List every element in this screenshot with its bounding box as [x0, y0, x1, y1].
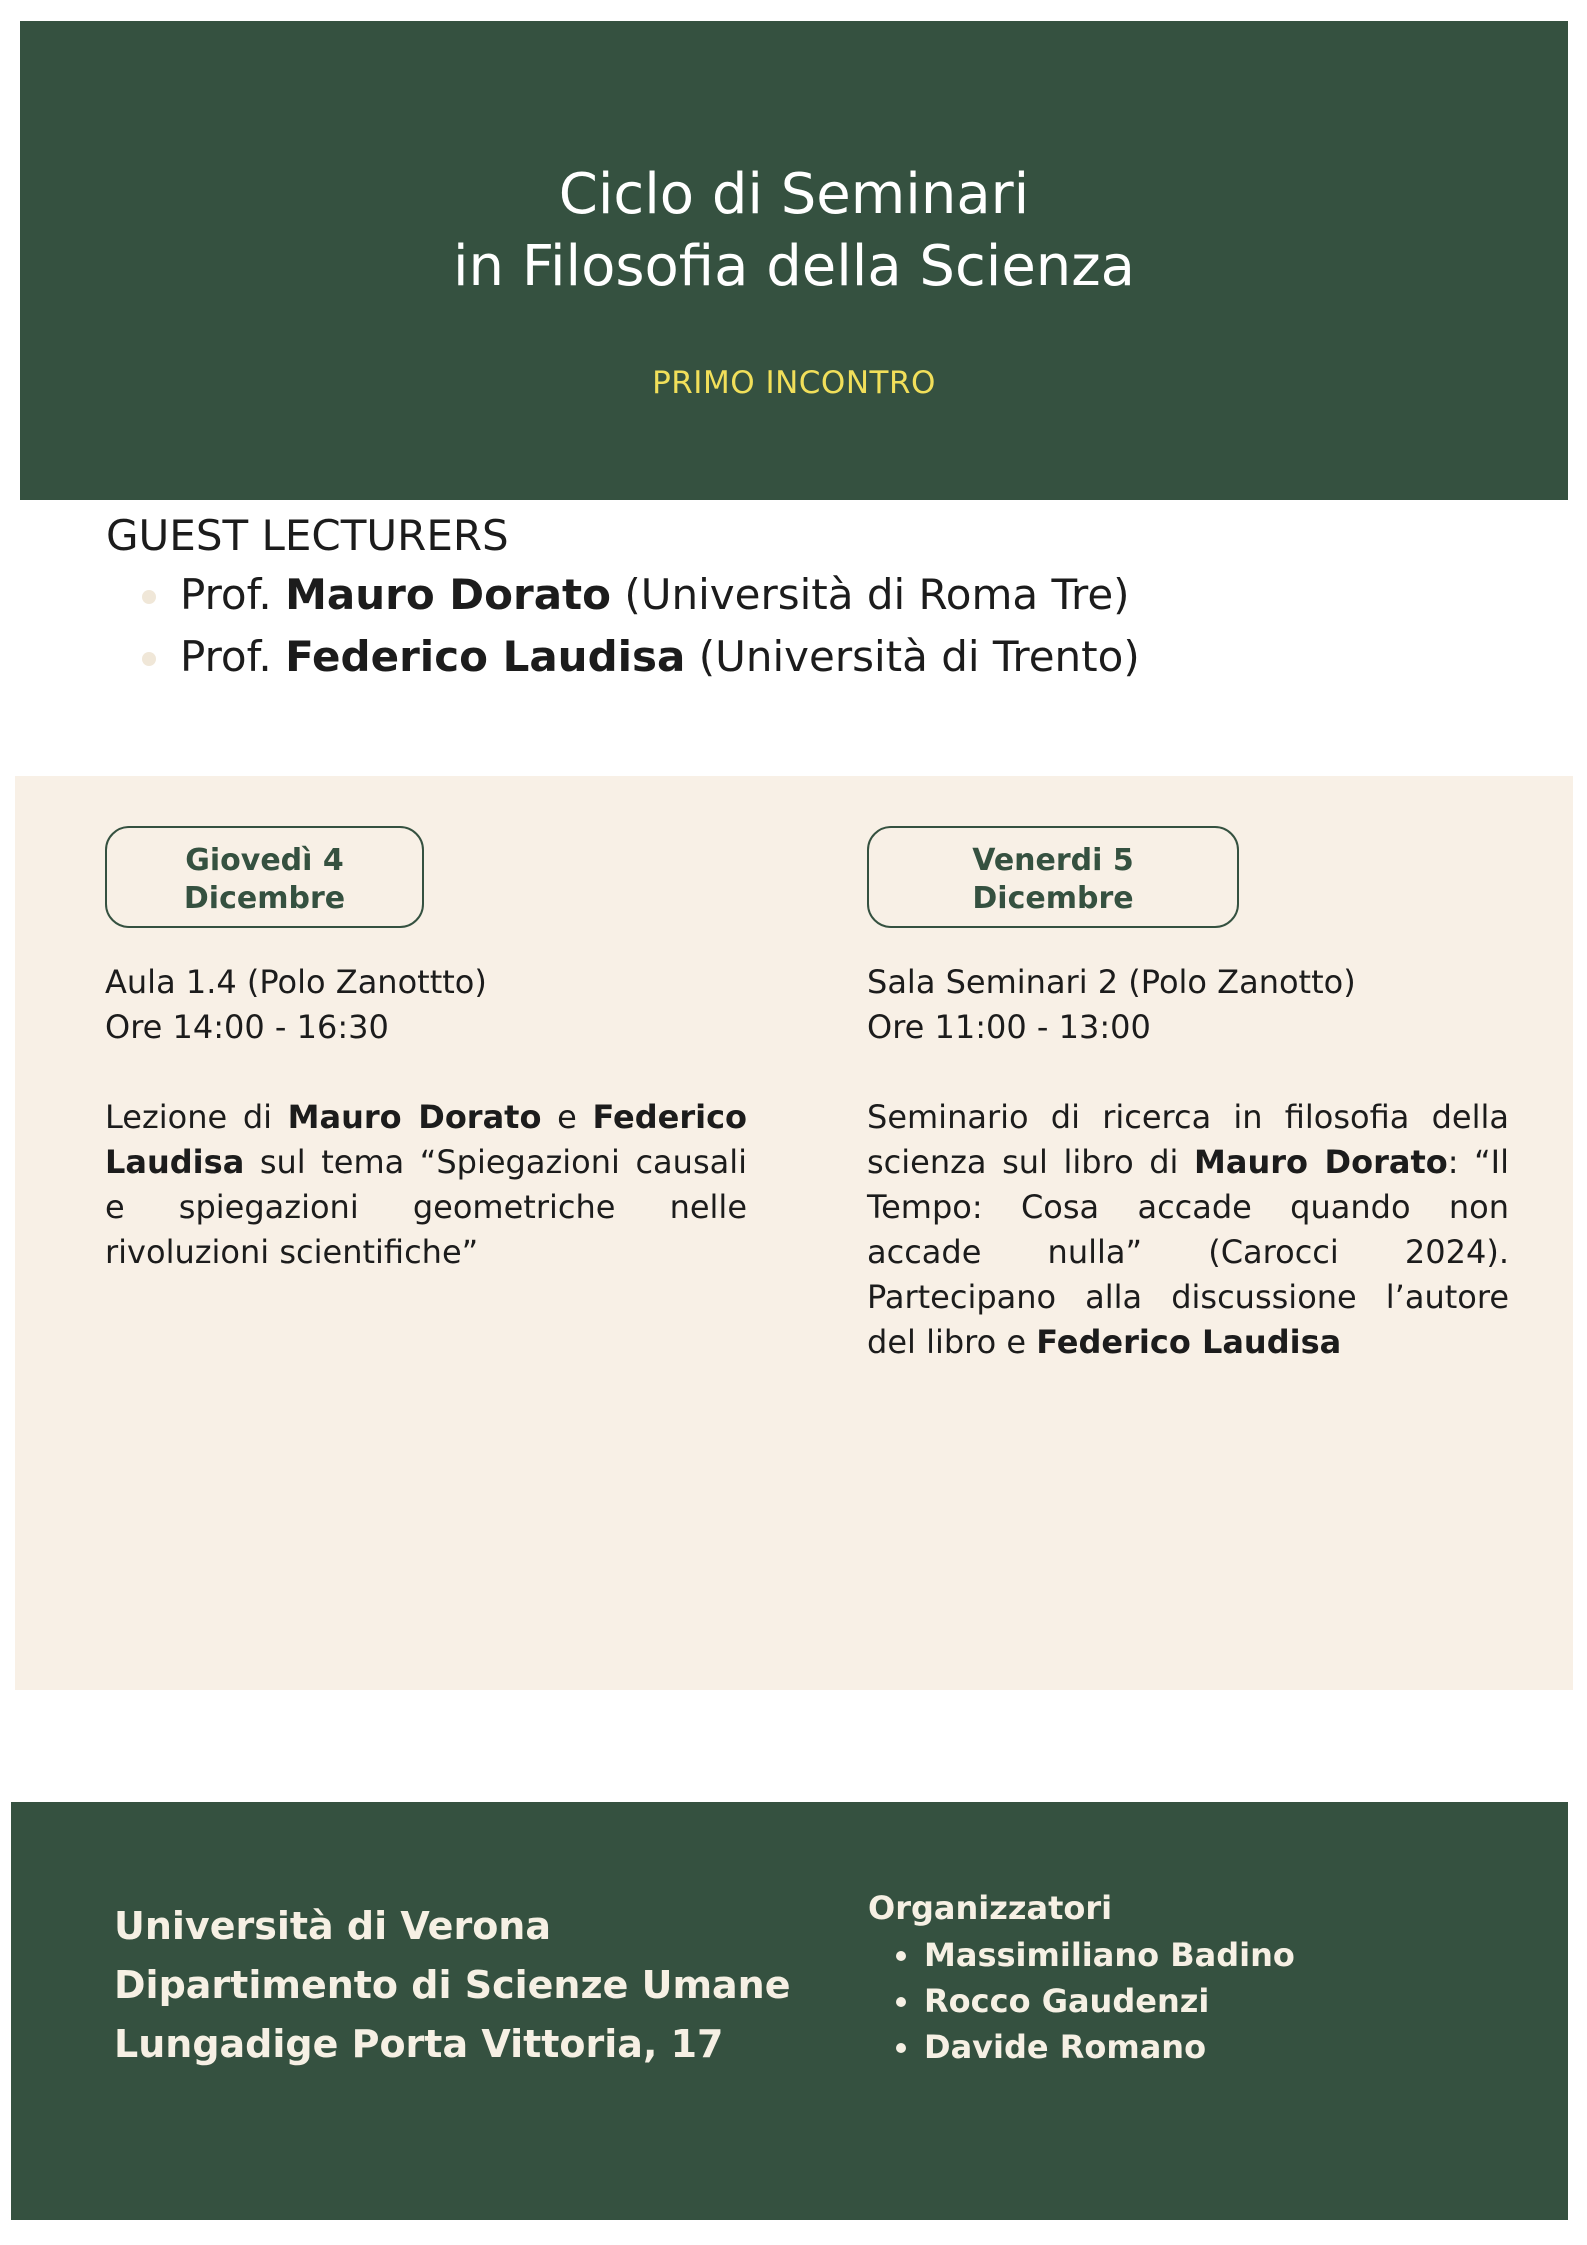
date-badge — [105, 826, 424, 928]
date-day: Venerdi 5 — [972, 843, 1134, 878]
bullet-icon — [896, 1997, 906, 2007]
events-section — [15, 776, 1573, 1690]
university-info — [114, 1897, 791, 2074]
desc-name: Federico Laudisa — [105, 1098, 748, 1181]
guest-affiliation: (Università di Roma Tre) — [611, 570, 1130, 619]
list-item — [106, 626, 1406, 688]
guest-affiliation: (Università di Trento) — [685, 632, 1140, 681]
desc-text: e — [541, 1098, 593, 1136]
guest-lecturers-heading: GUEST LECTURERS — [106, 511, 509, 560]
desc-text: : “Il Tempo: Cosa accade quando non accade nulla” (Carocci 2024). Partecipano alla discussione l’autore del libro e — [867, 1143, 1510, 1361]
desc-text: sul tema “Spiegazioni causali e spiegazioni geometriche nelle rivoluzioni scientifiche” — [105, 1143, 747, 1271]
event-description — [105, 1095, 747, 1275]
list-item — [106, 564, 1406, 626]
guest-prefix: Prof. — [180, 570, 286, 619]
address: Lungadige Porta Vittoria, 17 — [114, 2022, 724, 2066]
date-month: Dicembre — [972, 881, 1134, 916]
event-time: Ore 11:00 - 13:00 — [867, 1008, 1151, 1046]
event-time: Ore 14:00 - 16:30 — [105, 1008, 389, 1046]
subtitle: PRIMO INCONTRO — [652, 365, 936, 401]
header-banner — [20, 21, 1568, 500]
guest-name: Federico Laudisa — [285, 632, 686, 681]
event-card-thursday — [105, 826, 747, 1275]
guest-lecturers-section — [106, 508, 1406, 688]
date-day: Giovedì 4 — [185, 843, 344, 878]
list-item — [868, 1932, 1295, 1978]
date-badge — [867, 826, 1239, 928]
footer — [11, 1802, 1568, 2220]
organizers-list — [868, 1932, 1295, 2070]
event-location — [867, 960, 1509, 1050]
page-title — [20, 159, 1568, 303]
university-name: Università di Verona — [114, 1904, 551, 1948]
event-card-friday — [867, 826, 1509, 1365]
list-item — [868, 1978, 1295, 2024]
desc-text: Lezione di — [105, 1098, 288, 1136]
desc-name: Mauro Dorato — [287, 1098, 542, 1136]
desc-name: Federico Laudisa — [1036, 1323, 1342, 1361]
bullet-icon — [142, 590, 156, 604]
organizers-label: Organizzatori — [868, 1889, 1113, 1927]
organizer-name: Rocco Gaudenzi — [924, 1982, 1210, 2020]
desc-name: Mauro Dorato — [1194, 1143, 1448, 1181]
bullet-icon — [896, 1951, 906, 1961]
event-description — [867, 1095, 1509, 1365]
guest-prefix: Prof. — [180, 632, 286, 681]
department-name: Dipartimento di Scienze Umane — [114, 1963, 791, 2007]
guest-list — [106, 564, 1406, 688]
event-room: Aula 1.4 (Polo Zanottto) — [105, 963, 487, 1001]
guest-name: Mauro Dorato — [285, 570, 611, 619]
event-room: Sala Seminari 2 (Polo Zanotto) — [867, 963, 1356, 1001]
desc-text: Seminario di ricerca in filosofia della scienza sul libro di — [867, 1098, 1509, 1181]
title-line-1: Ciclo di Seminari — [558, 162, 1030, 227]
organizers — [868, 1886, 1295, 2070]
list-item — [868, 2024, 1295, 2070]
organizer-name: Massimiliano Badino — [924, 1936, 1295, 1974]
bullet-icon — [142, 652, 156, 666]
bullet-icon — [896, 2043, 906, 2053]
title-line-2: in Filosofia della Scienza — [453, 234, 1135, 299]
date-month: Dicembre — [183, 881, 346, 916]
organizer-name: Davide Romano — [924, 2028, 1207, 2066]
event-location — [105, 960, 747, 1050]
